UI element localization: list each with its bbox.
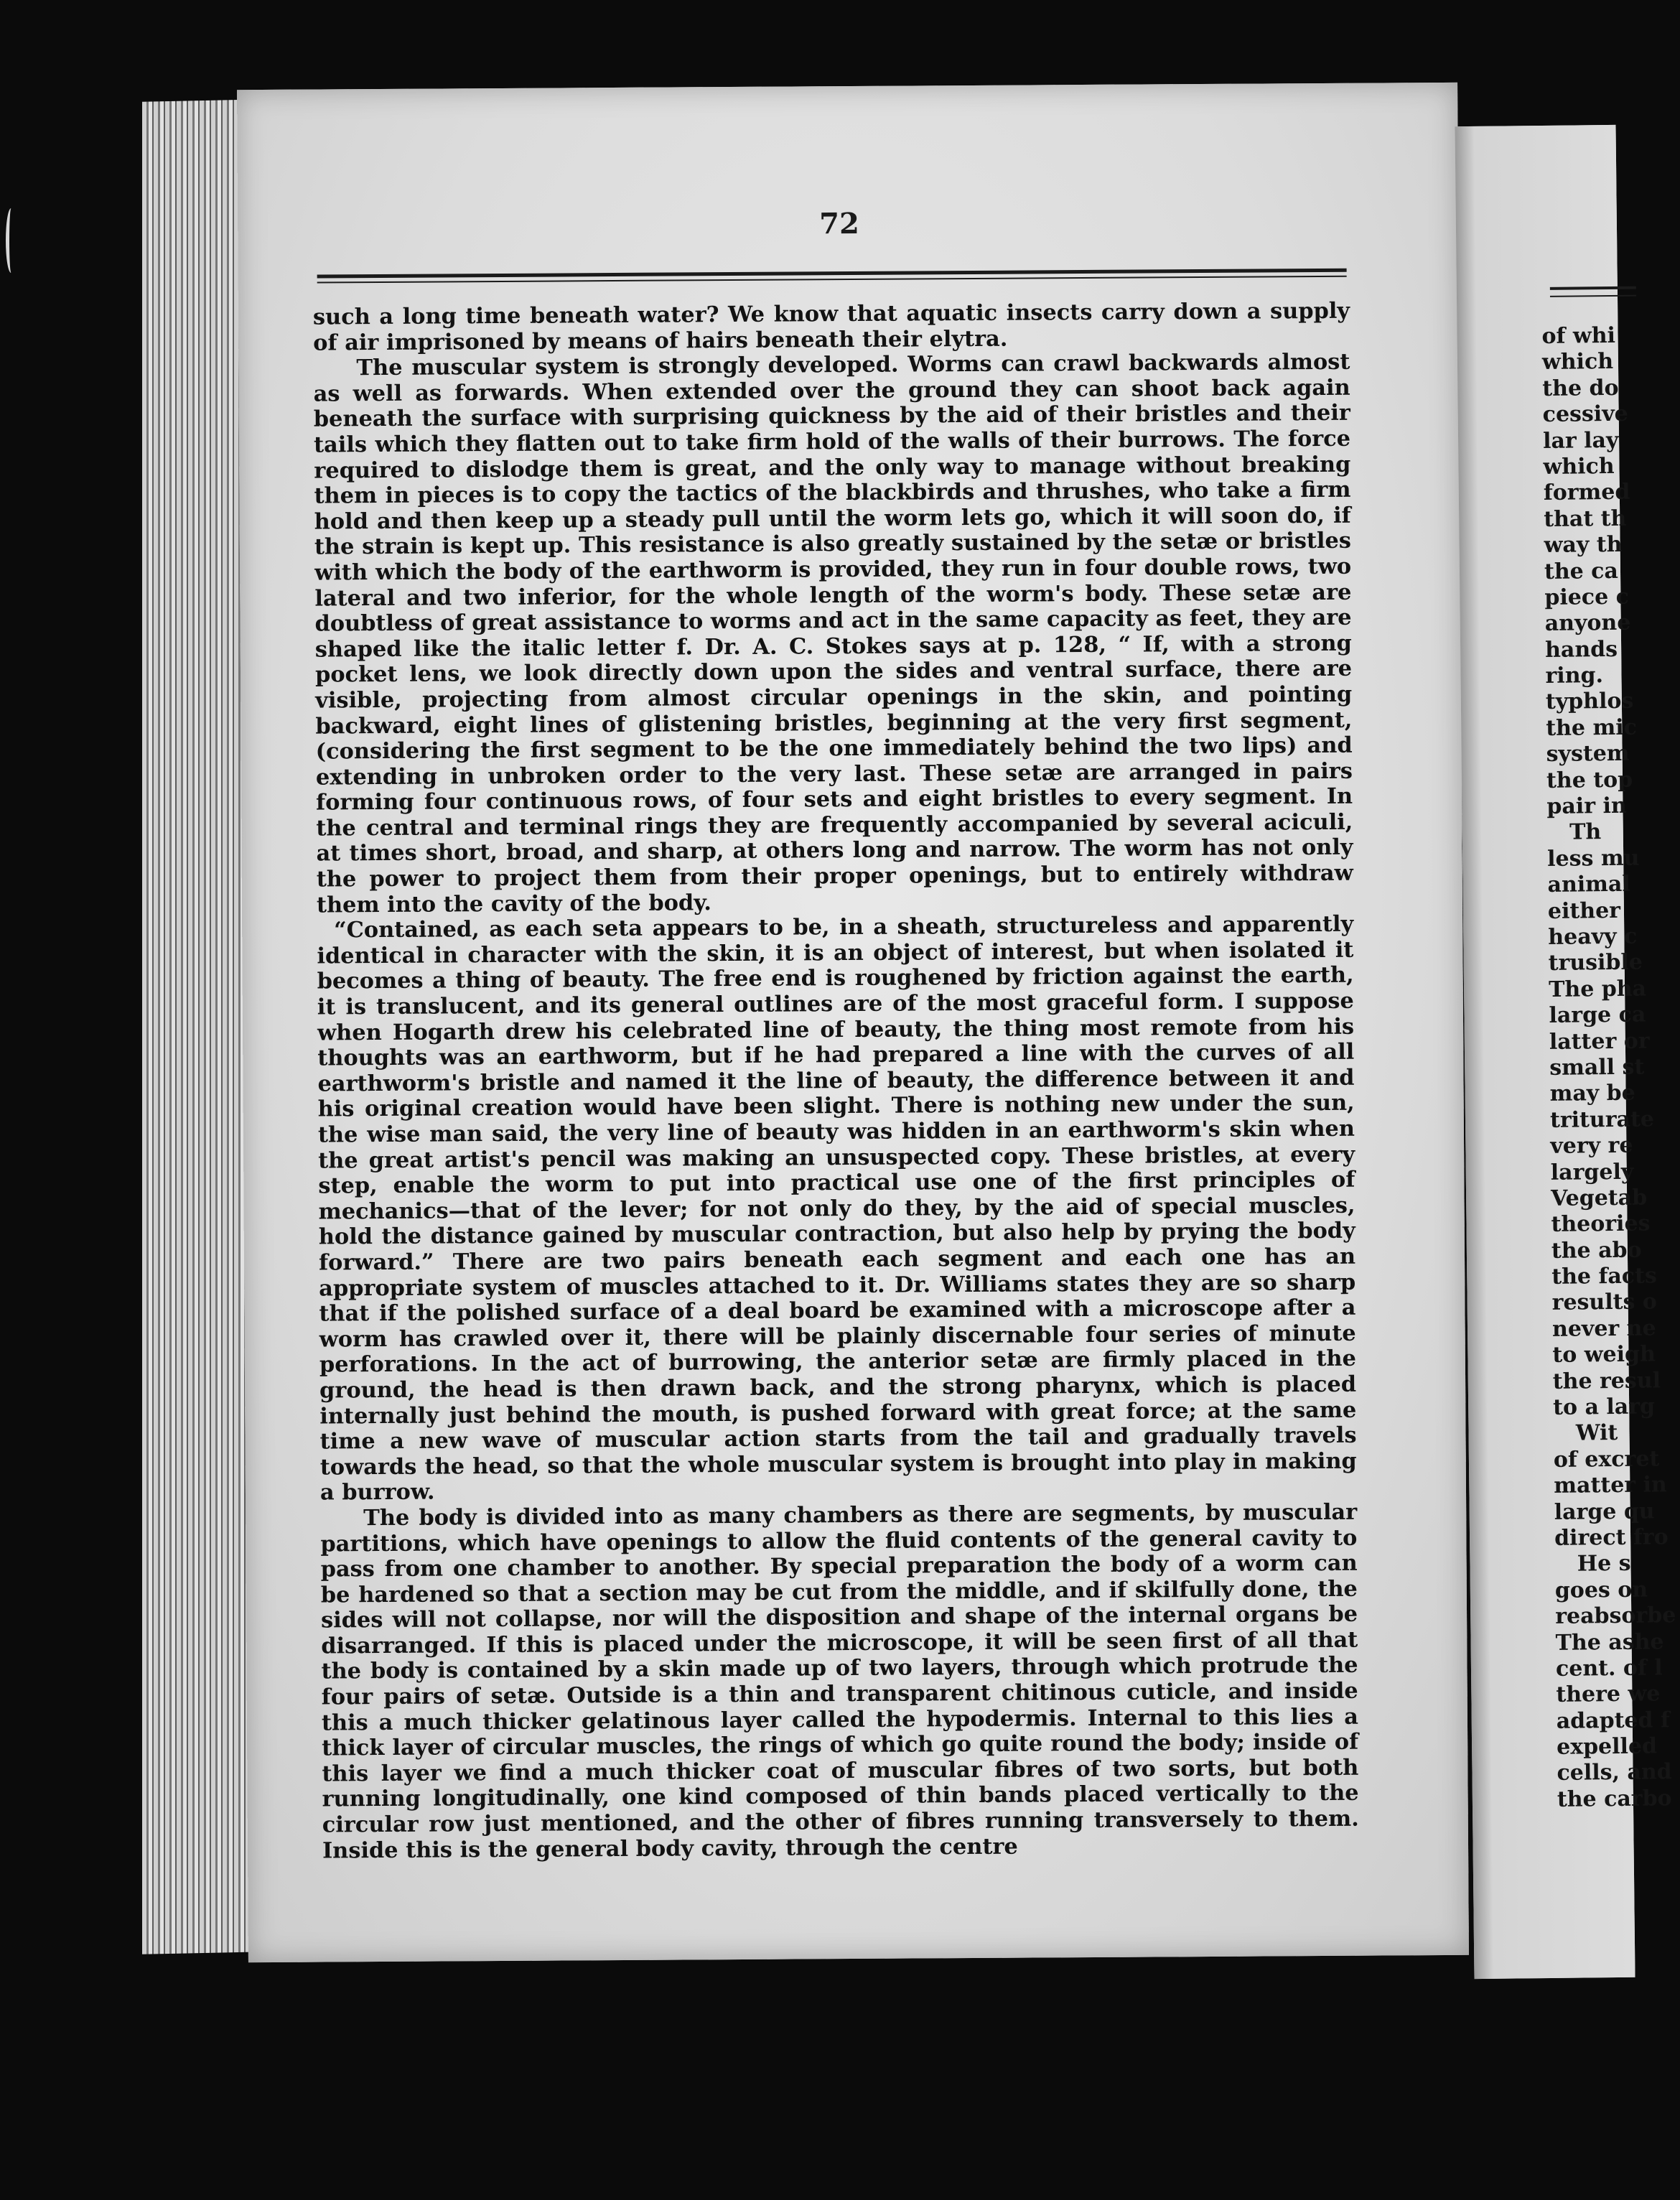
adjacent-page-line: large ca <box>1549 1002 1646 1029</box>
adjacent-page-line: anyone <box>1544 610 1631 637</box>
adjacent-page-line: cent. of l <box>1555 1655 1663 1682</box>
adjacent-page-line: The pha <box>1548 976 1647 1002</box>
adjacent-header-rule-thick <box>1550 286 1636 290</box>
adjacent-page-line: less mu <box>1547 845 1640 872</box>
paragraph: The muscular system is strongly developed. Worms can crawl backwards almost as well as forwards. When extended over the ground they can shoot back again beneath the surface with surprising quickness by the aid of their bristles and their tails which they flatten out to take firm hold of the walls of their burrows. The force required to dislodge them is great, and the only way to manage without breaking them in pieces is to copy the tactics of the blackbirds and thrushes, who take a firm hold and then keep up a steady pull until the worm lets go, which it will soon do, if the strain is kept up. This resistance is also greatly sustained by the setæ or bristles with which the body of the earthworm is provided, they run in four double rows, two lateral and two inferior, for the whole length of the worm's body. These setæ are doubtless of great assistance to worms and act in the same capacity as feet, they are shaped like the italic letter f. Dr. A. C. Stokes says at p. 128, “ If, with a strong pocket lens, we look directly down upon the sides and ventral surface, there are visible, projecting from almost circular openings in the skin, and pointing backward, eight lines of glistening bristles, beginning at the very first segment, (considering the first segment to be the one immediately behind the two lips) and extending in unbroken order to the very last. These setæ are arranged in pairs forming four continuous rows, of four sets and eight bristles to every segment. In the central and terminal rings they are frequently accompanied by several aciculi, at times short, broad, and sharp, at others long and narrow. The worm has not only the power to project them from their proper openings, but to entirely withdraw them into the cavity of the body. <box>313 348 1353 918</box>
adjacent-page-line: the mic <box>1546 714 1638 741</box>
adjacent-page-line: large qu <box>1554 1498 1655 1525</box>
adjacent-page-line: results o <box>1551 1289 1658 1316</box>
adjacent-page-line: He s <box>1554 1551 1631 1577</box>
paragraph: The body is divided into as many chambers as there are segments, by muscular partitions, which have openings to allow the fluid contents of the general cavity to pass from one chamber to another. By special preparation the body of a worm can be hardened so that a section may be cut from the middle, and if skilfully done, the sides will not collapse, nor will the disposition and shape of the internal organs be disarranged. If this is placed under the microscope, it will be seen first of all that the body is contained by a skin made up of two layers, through which protrude the four pairs of setæ. Outside is a thin and transparent chitinous cuticle, and inside this a much thicker gelatinous layer called the hypodermis. Internal to this lies a thick layer of circular muscles, the rings of which go quite round the body; inside of this layer we find a much thicker coat of muscular fibres of two sorts, but both running longitudinally, one kind composed of thin bands placed vertically to the circular row just mentioned, and the other of fibres running transversely to them. Inside this is the general body cavity, through the centre <box>320 1498 1359 1864</box>
adjacent-page-line: triturate <box>1549 1106 1655 1133</box>
adjacent-page-line: the resul <box>1552 1367 1661 1394</box>
adjacent-page-line: the ca <box>1544 558 1619 584</box>
adjacent-page-line: the do <box>1542 375 1619 401</box>
adjacent-page-line: goes on <box>1554 1577 1648 1603</box>
adjacent-page-line: theories <box>1551 1211 1651 1238</box>
adjacent-page-line: that th <box>1544 505 1627 532</box>
adjacent-page-line: piece c <box>1544 584 1630 610</box>
adjacent-page-line: trusible <box>1548 949 1643 977</box>
adjacent-page-line: small st <box>1549 1054 1645 1081</box>
adjacent-header-rule-thin <box>1550 295 1636 297</box>
adjacent-page-line: which <box>1541 349 1614 376</box>
book-page <box>237 83 1469 1962</box>
paragraph: such a long time beneath water? We know that aquatic insects carry down a supply of air imprisoned by means of hairs beneath their elytra. <box>312 297 1350 356</box>
adjacent-page-line: never ne <box>1551 1315 1656 1342</box>
paragraph: “Contained, as each seta appears to be, in a sheath, structureless and apparently identical in character with the skin, it is an object of interest, but when isolated it becomes a thing of beauty. The free end is roughened by friction against the earth, it is translucent, and its general outlines are of the most graceful form. I suppose when Hogarth drew his celebrated line of beauty, the thing most remote from his thoughts was an earthworm, but if he had prepared a line with the curves of all earthworm's bristle and named it the line of beauty, the difference between it and his original creation would have been slight. There is nothing new under the sun, the wise man said, the very line of beauty was hidden in an earthworm's skin when the great artist's pencil was making an unsuspected copy. These bristles, at every step, enable the worm to put into practical use one of the first principles of mechanics—that of the lever; for not only do they, by the aid of special muscles, hold the distance gained by muscular contraction, but also help by prying the body forward.” There are two pairs beneath each segment and each one has an appropriate system of muscles attached to it. Dr. Williams states they are so sharp that if the polished surface of a deal board be examined with a microscope after a worm has crawled over it, there will be plainly discernable four series of minute perforations. In the act of burrowing, the anterior setæ are firmly placed in the ground, the head is then drawn back, and the strong pharynx, which is placed internally just behind the mouth, is pushed forward with great force; at the same time a new wave of muscular action starts from the tail and gradually travels towards the head, so that the whole muscular system is brought into play in making a burrow. <box>317 910 1357 1506</box>
adjacent-page-line: the abo <box>1551 1237 1642 1264</box>
adjacent-page-line: The ashe <box>1555 1628 1664 1656</box>
adjacent-page-line: of excret <box>1553 1446 1660 1473</box>
adjacent-page-line: very re <box>1550 1132 1633 1160</box>
adjacent-page-line: Vegetab <box>1550 1185 1648 1211</box>
adjacent-page-line: ring. <box>1545 663 1604 689</box>
adjacent-page-line: Th <box>1546 819 1602 846</box>
adjacent-page-line: may be <box>1549 1081 1635 1107</box>
adjacent-page-line: matter in <box>1554 1472 1667 1499</box>
adjacent-page-line: the facts <box>1551 1263 1658 1290</box>
adjacent-page-line: Wit <box>1553 1420 1618 1447</box>
adjacent-page-line: there we <box>1556 1681 1661 1708</box>
adjacent-page-text <box>1541 322 1678 1813</box>
adjacent-page-line: animal <box>1547 871 1630 898</box>
adjacent-page-line: to weigh <box>1552 1341 1656 1369</box>
adjacent-page-line: pair in <box>1546 793 1627 819</box>
adjacent-page-line: reabsorbe <box>1555 1603 1676 1630</box>
adjacent-page-line: of whi <box>1541 322 1616 349</box>
adjacent-page-line: cells, and <box>1557 1759 1672 1786</box>
adjacent-page-line: hands <box>1544 636 1618 663</box>
adjacent-page-line: either <box>1547 898 1621 924</box>
adjacent-page-line: formed <box>1543 480 1630 506</box>
adjacent-page-line: system <box>1546 740 1630 768</box>
adjacent-page-line: lar lay <box>1542 427 1619 454</box>
adjacent-page-line: expelled <box>1556 1733 1658 1760</box>
adjacent-page-line: the carbo <box>1557 1786 1672 1812</box>
film-margin-mark <box>6 208 17 273</box>
adjacent-page-line: latter or <box>1549 1028 1650 1055</box>
adjacent-page-line: the top <box>1546 767 1633 793</box>
adjacent-page <box>1455 125 1676 1979</box>
adjacent-page-line: direct fro <box>1554 1524 1669 1551</box>
adjacent-page-line: which <box>1543 453 1615 480</box>
page-number: 72 <box>819 206 860 241</box>
adjacent-page-line: way th <box>1544 531 1623 559</box>
adjacent-page-line: largely <box>1550 1159 1634 1185</box>
adjacent-page-line: to a larg <box>1553 1394 1656 1420</box>
adjacent-page-line: heavy c <box>1548 923 1638 950</box>
adjacent-page-line: cessive <box>1542 401 1628 428</box>
adjacent-page-line: adapted f <box>1556 1707 1671 1734</box>
body-text <box>313 299 1359 1864</box>
adjacent-page-line: typhlos <box>1545 689 1634 715</box>
